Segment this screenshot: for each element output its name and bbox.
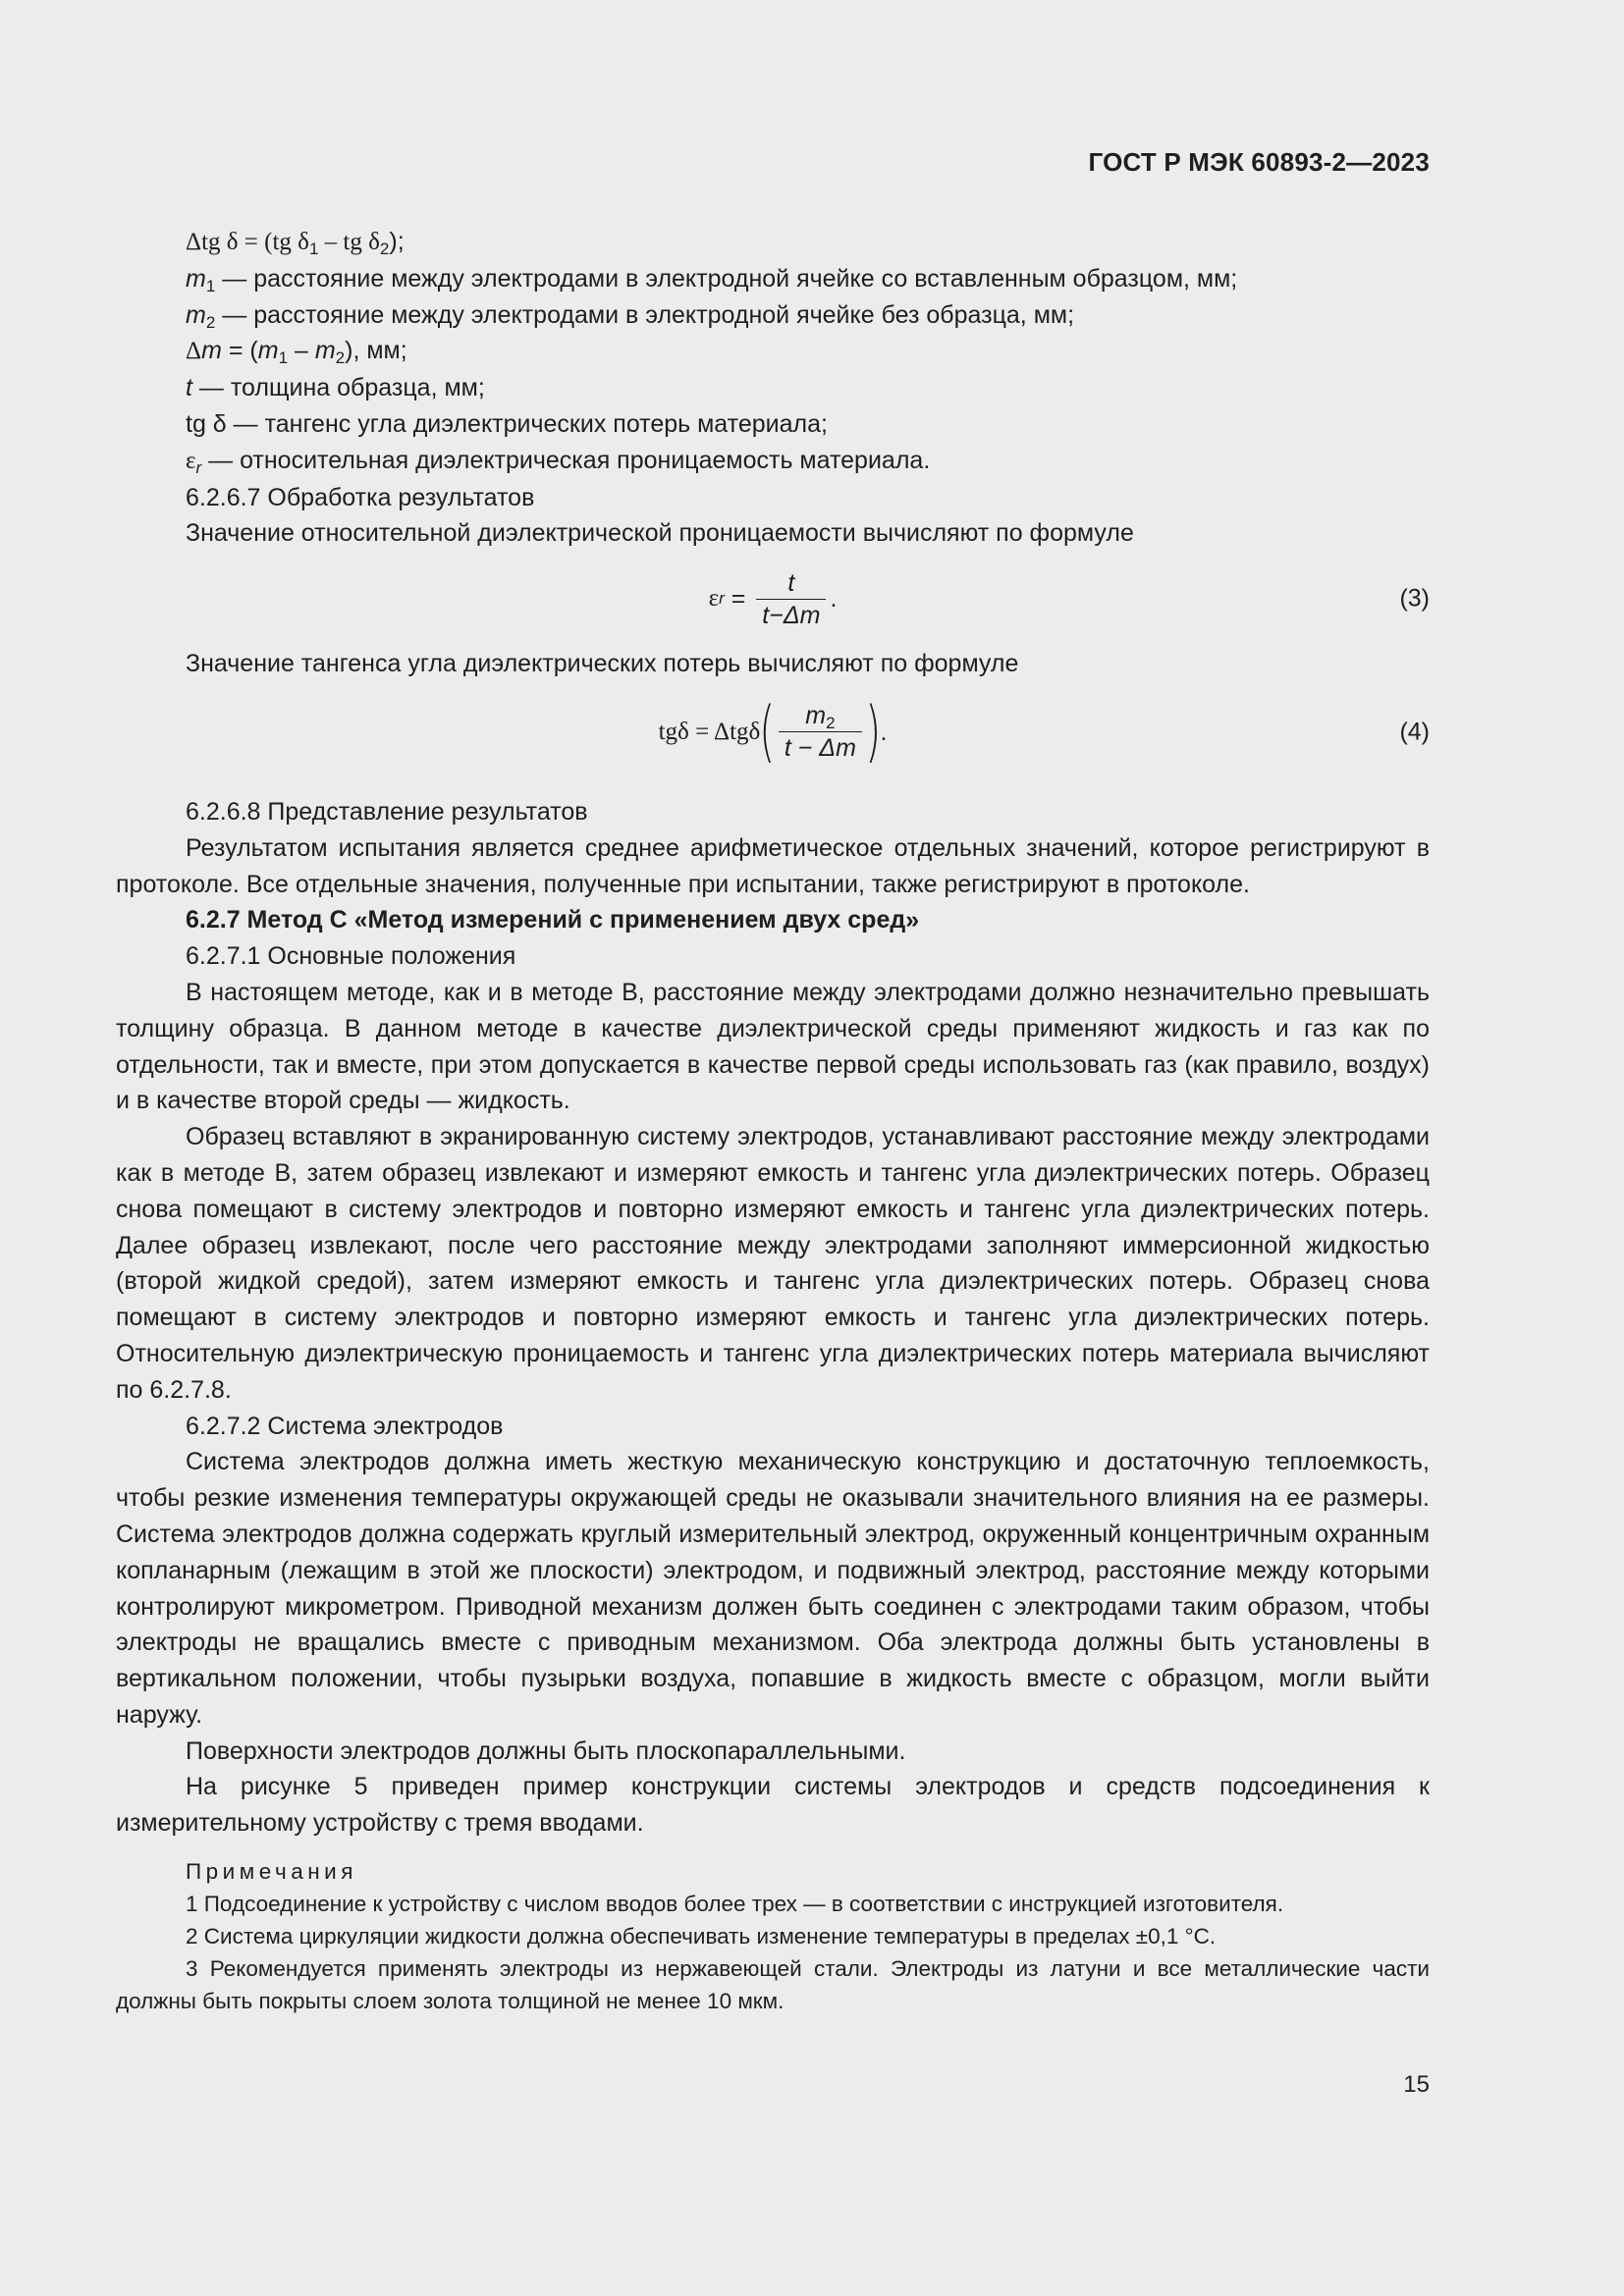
formula3-fraction: $\frac{t}{t-\Delta m}$ [756,569,826,629]
formula-3: ε r = $\frac{t}{t-\Delta m}$ . (3) [708,568,1430,629]
definitions-list [116,224,1430,552]
doc-code-header: ГОСТ Р МЭК 60893-2—2023 [1088,147,1430,177]
section-6268-heading: 6.2.6.8 Представление результатов [186,797,588,826]
note-1: 1 Подсоединение к устройству с числом вводов более трех — в соответствии с инструкцией изготовителя. [186,1892,1284,1917]
def-delta-m: $\Delta m = (m_1 - m_2)$, мм; [186,337,407,368]
formula-4: tgδ = Δtgδ ( $\frac{m_2}{t - \Delta m}$ ) . (4) [658,692,1430,771]
def-epsilon-r: $\varepsilon_r$ — относительная диэлектрическая проницаемость материала. [186,446,931,477]
notes-block [116,1855,1430,2017]
notes-title: Примечания [186,1859,357,1885]
formula3-intro: Значение относительной диэлектрической проницаемости вычисляют по формуле [186,519,1134,548]
def-m2: $m_2$ — расстояние между электродами в электродной ячейке без образца, мм; [186,300,1075,332]
def-m1: $m_1$ — расстояние между электродами в электродной ячейке со вставленным образцом, мм; [186,264,1238,295]
section-627-heading: 6.2.7 Метод С «Метод измерений с применением двух сред» [186,906,920,934]
page-content [116,224,1430,2017]
formula3-lhs: ε [708,584,720,612]
section-6267-heading: 6.2.6.7 Обработка результатов [186,483,535,511]
formula4-number: (4) [1399,718,1430,746]
def-t: t — толщина образца, мм; [186,374,485,402]
section-6272-heading: 6.2.7.2 Система электродов [186,1412,504,1440]
def-tg-delta: tg δ — тангенс угла диэлектрических потерь материала; [186,409,828,438]
note-2: 2 Система циркуляции жидкости должна обеспечивать изменение температуры в пределах ±0,1 °С. [186,1924,1217,1949]
section-6272-paragraph-1: Система электродов должна иметь жесткую механическую конструкцию и достаточную теплоемкость, чтобы резкие изменения температуры окружающей среды не оказывали значительного влияния на ее размеры. Система электродов должна содержать круглый измерительный электрод, окруженный концентричным охранным копланарным (лежащим в этой же плоскости) электродом, и подвижный электрод, расстояние между которыми контролируют микрометром. Приводной механизм должен быть соединен с электродами таким образом, чтобы электроды не вращались вместе с приводным механизмом. Оба электрода должны быть установлены в вертикальном положении, чтобы пузырьки воздуха, попавшие в жидкость вместе с образцом, могли выйти наружу. [116,1448,1430,1729]
section-6271-heading: 6.2.7.1 Основные положения [186,942,516,971]
section-6271-paragraph-2: Образец вставляют в экранированную систему электродов, устанавливают расстояние между электродами как в методе В, затем образец извлекают и измеряют емкость и тангенс угла диэлектрических потерь. Образец снова помещают в систему электродов и повторно измеряют емкость и тангенс угла диэлектрических потерь. Далее образец извлекают, после чего расстояние между электродами заполняют иммерсионной жидкостью (второй жидкой средой), затем измеряют емкость и тангенс угла диэлектрических потерь. Образец снова помещают в систему электродов и повторно измеряют емкость и тангенс угла диэлектрических потерь. Относительную диэлектрическую проницаемость и тангенс угла диэлектрических потерь материала вычисляют по 6.2.7.8. [116,1123,1430,1404]
formula4-lhs: tgδ = Δtgδ [658,718,761,745]
right-paren: ) [865,692,882,771]
left-paren: ( [759,692,776,771]
section-6271-paragraph-1: В настоящем методе, как и в методе В, расстояние между электродами должно незначительно превышать толщину образца. В данном методе в качестве диэлектрической среды применяют жидкость и газ как по отдельности, так и вместе, при этом допускается в качестве первой среды использовать газ (как правило, воздух) и в качестве второй среды — жидкость. [116,978,1430,1115]
section-6272-paragraph-2: Поверхности электродов должны быть плоскопараллельными. [186,1736,906,1765]
section-6268-paragraph: Результатом испытания является среднее арифметическое отдельных значений, которое регистрируют в протоколе. Все отдельные значения, полученные при испытании, также регистрируют в протоколе. [116,833,1430,898]
section-6272-paragraph-3: На рисунке 5 приведен пример конструкции системы электродов и средств подсоединения к измерительному устройству с тремя вводами. [116,1773,1430,1838]
formula4-fraction: $\frac{m_2}{t - \Delta m}$ [779,702,862,762]
page-number: 15 [1403,2071,1430,2098]
def-delta-tg: Δtg δ = (tg $\delta_1$ – tg $\delta_2$); [186,228,405,258]
formula3-number: (3) [1399,584,1430,613]
note-3: 3 Рекомендуется применять электроды из нержавеющей стали. Электроды из латуни и все металлические части должны быть покрыты слоем золота толщиной не менее 10 мкм. [116,1956,1430,2014]
formula4-intro: Значение тангенса угла диэлектрических потерь вычисляют по формуле [186,650,1019,678]
